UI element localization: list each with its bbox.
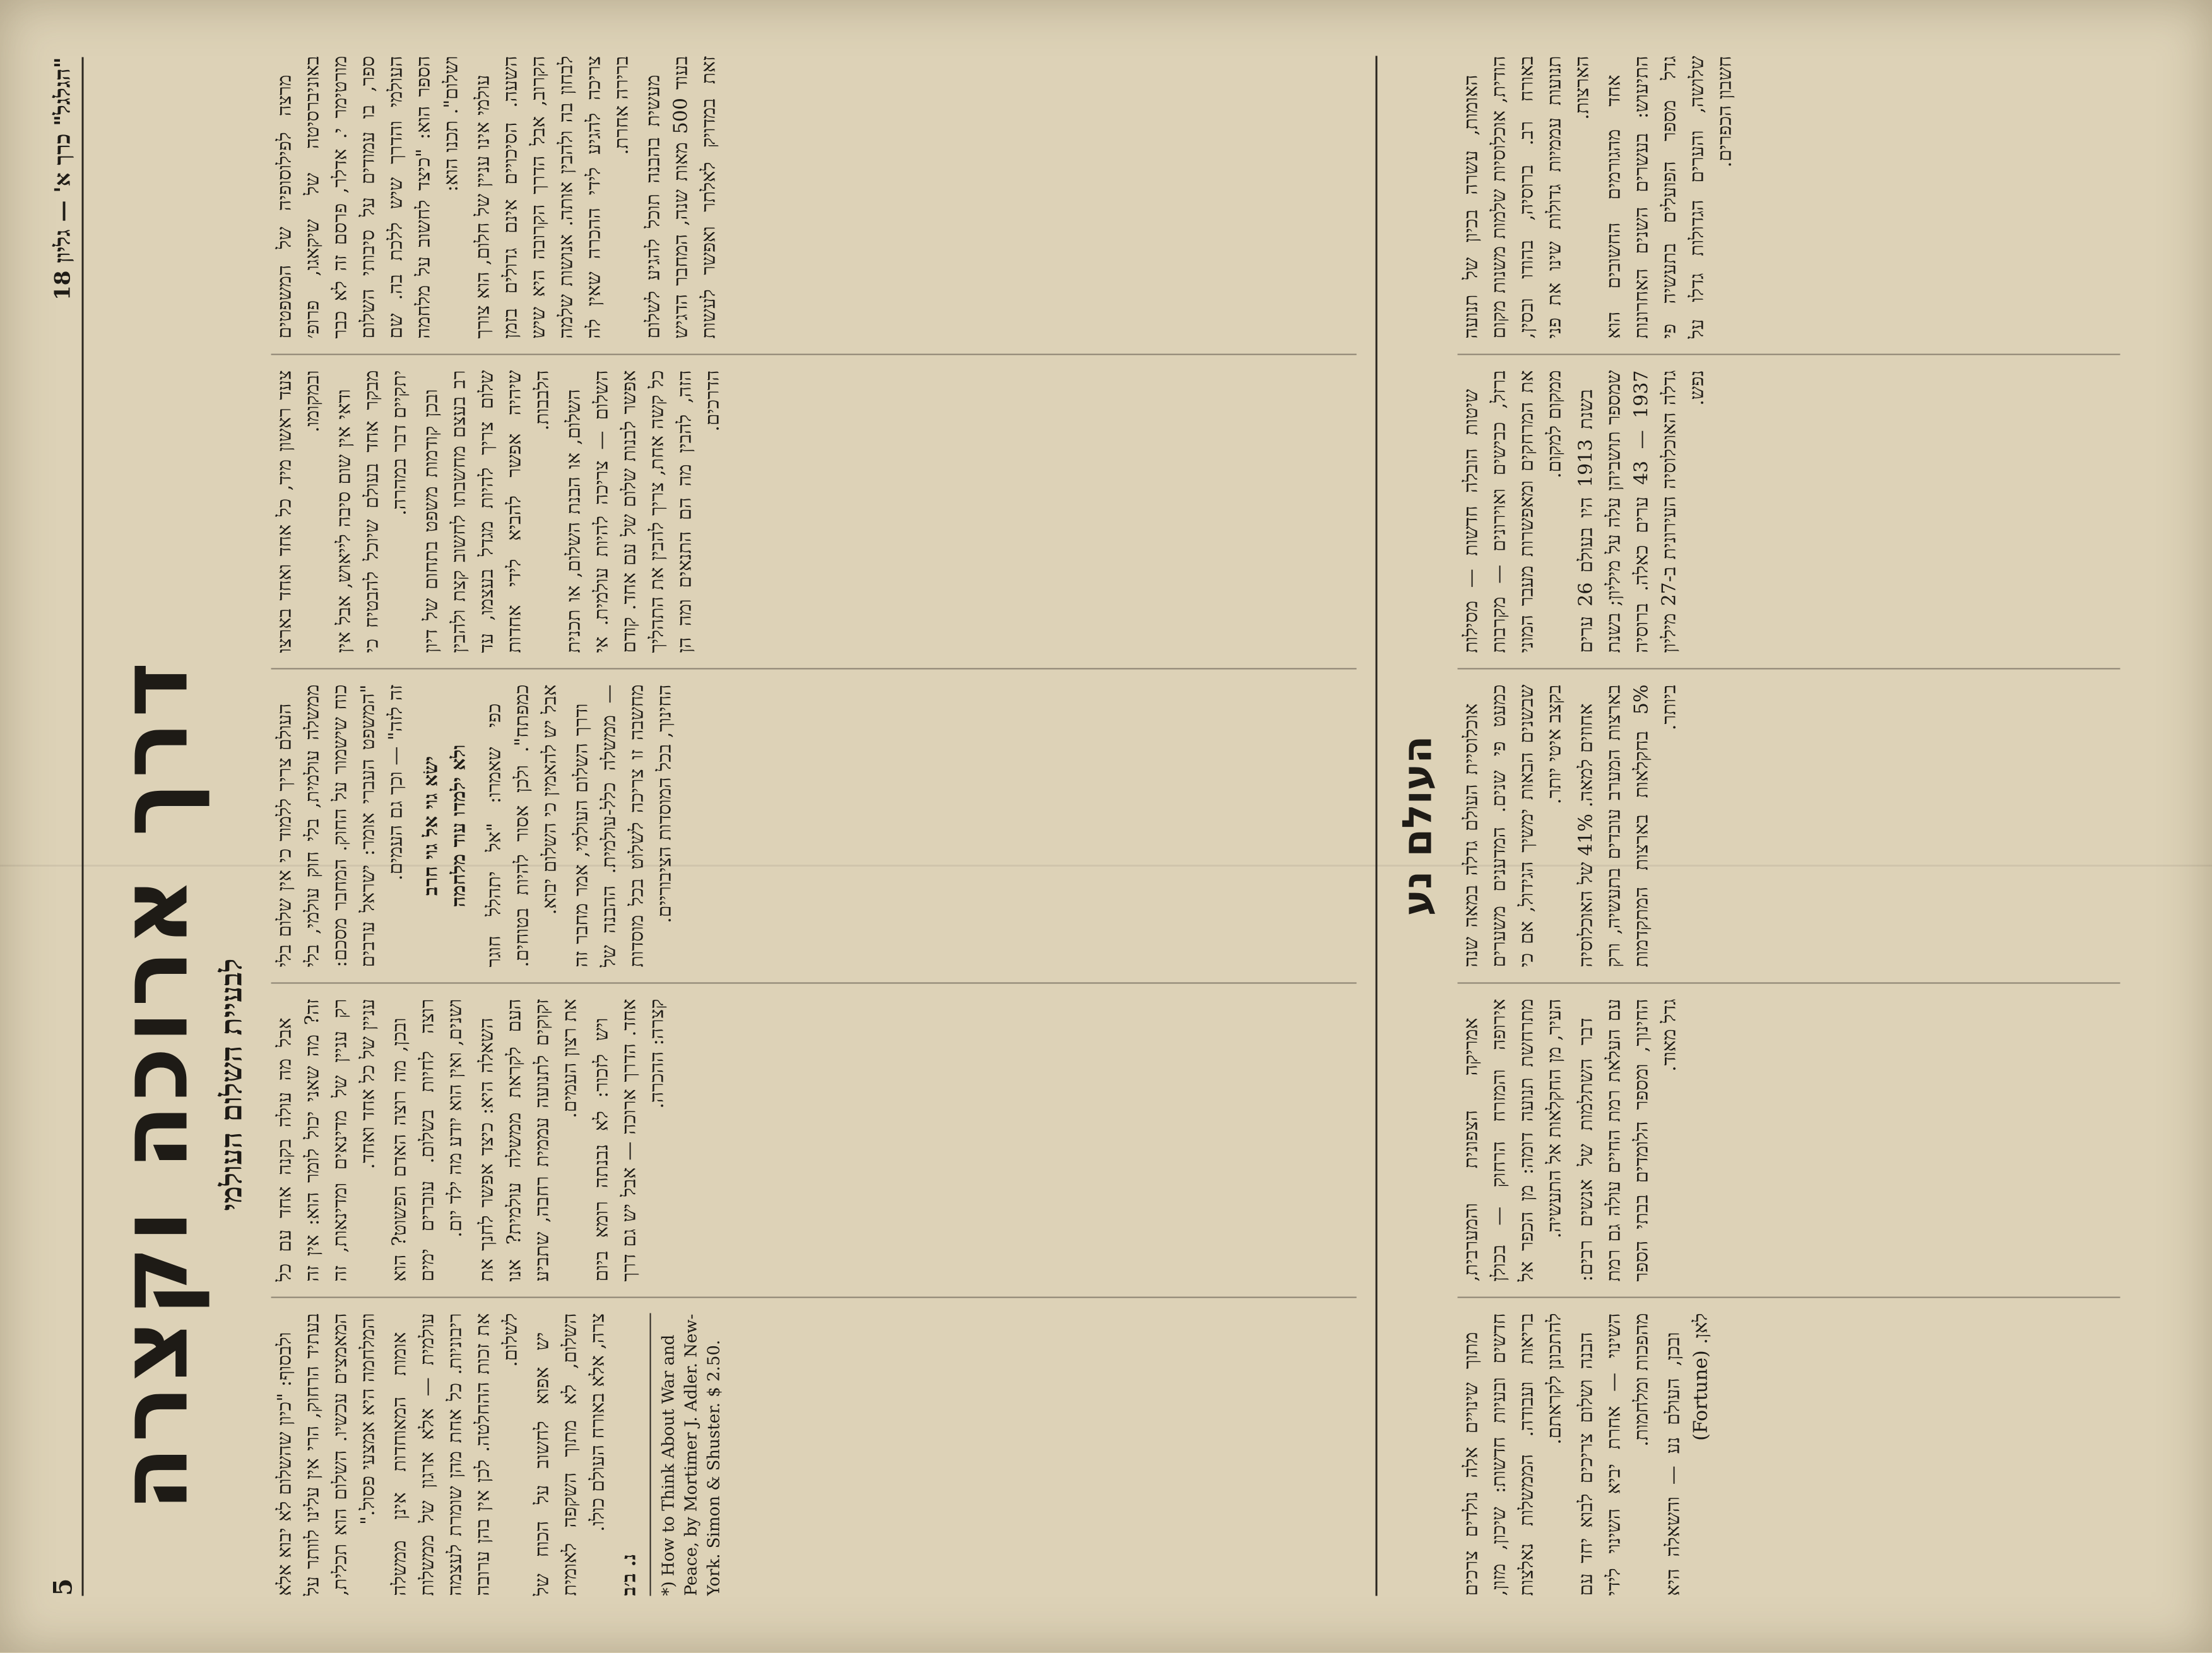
article-paragraph: השאלה היא: כיצד אפשר לחנך את העם לקראת ממשלה עולמית? אנו זקוקים לתנועה עממית רחבה, שתביע את רצון העמים.	[475, 998, 581, 1282]
article-paragraph: ויש לזכור: לא נבנתה רומא ביום אחד. הדרך ארוכה — אבל יש גם דרך קצרה: ההכרה.	[590, 998, 668, 1282]
publication-header: "הגלגל" כרך א' — גליון 18	[50, 57, 76, 300]
section-paragraph: האומות, עשרה בכיון של תנועה הודית, אוכלוסיות שלמות משנות מקום באורח רב. ברוסיה, בהודו ובסין, תנועות עממיות גדולות שינו את פני הארצות.	[1460, 56, 1594, 339]
section-paragraph: ובכן, העולם נע — והשאלה היא לאן. (Fortune)	[1662, 1313, 1712, 1596]
section-paragraph: אחוזים למאה. 41% של האוכלוסיה בארצות המערב עובדים בתעשיה, ורק 5% בחקלאות בארצות המתקדמות ביותר.	[1575, 684, 1681, 968]
article-paragraph: השלום, או הבנת השלום, או תכנית השלום — צריכה להיות עולמית. אי אפשר לבנות שלום של עם אחד. קודם כל קשה אחת, צריך להבין את התהליך הזה, להבין מה הם התנאים ומה הן הדרכים.	[562, 370, 724, 653]
article-paragraph: אומות המאוחדות אינן ממשלה עולמית — אלא ארגון של ממשלות ריבוניות. כל אחת מהן שומרת לעצמה את זכות ההחלטה. לכן אין בהן ערובה לשלום.	[388, 1313, 522, 1596]
section-paragraph: הבנה ושלום צריכים לבוא יחד עם השינוי — אחרת יביא השינוי לידי מהפכות ומלחמות.	[1575, 1313, 1653, 1596]
author-credit: נ. ב׳ב	[618, 1554, 641, 1596]
article-paragraph: אבל מה עולה בקנה אחד עם כל זה? מה שאני יכול לומר הוא: אין זה רק עניין של מדינאים ומדינאות, זה עניין של כל אחד ואחד.	[273, 998, 379, 1282]
footnote: *) How to Think About War and Peace, by Mortimer J. Adler. New-York. Simon & Shuster. $ 2.50.	[650, 1313, 726, 1596]
section-body	[1458, 56, 2120, 1596]
article-subheadline: לבעיית השלום העולמי	[214, 958, 249, 1211]
section-headline: העולם נע	[1394, 735, 1441, 916]
verse-line: ישׂא גוי אל גוי חרב	[420, 755, 442, 896]
article-paragraph: ודרך השלום העולמי, אמר מחבר זה — ממשלה כלל-עולמית. ההבנה של מחשבה זו צריכה לשלוט בכל מוסדות החינוך, בכל המוסדות הציבוריים.	[570, 684, 676, 968]
section-paragraph: שיטות הובלה חדשות — מסילות ברזל, כבישים ואוירונים — מקרבות את המרחקים ומאפשרות מעבר המוני ממקום למקום.	[1460, 370, 1566, 653]
verse-line: ולא ילמדו עוד מלחמה	[447, 744, 470, 908]
article-paragraph: העולם צריך ללמוד כי אין שלום בלי ממשלה עולמית, בלי חוק עולמי, בלי כוח שישמור על החוק. המחבר מסכם: "המשפט העברי אומר: ישראל ערבים זה לזה" — וכך גם העמים.	[273, 684, 407, 968]
article-headline: דרך ארוכה וקצרה	[99, 658, 210, 1512]
article-paragraph: יש אפוא לחשוב על הכוח של השלום, לא מתוך השקפה לאומית צרה, אלא באורח העולם כולו.	[531, 1313, 609, 1596]
article-paragraph: עולמי אינו עניין של חלום, הוא צורך השעה. הסיכויים אינם גדולים בזמן הקרוב, אבל הדרך הקרובה היא שיש לבחון בה ולהבין אותה. אנושות שלמה צריכה להגיע לידי ההכרה שאין לה ברירה אחרת.	[471, 56, 633, 339]
section-paragraph: אחד מהגורמים החשובים הוא התיעוש: בעשרים השנים האחרונות גדל מספר הפועלים בתעשיה פי שלושה, והערים הגדולות גדלו על חשבון הכפרים.	[1602, 56, 1736, 339]
section-paragraph: מתוך שינויים אלה נולדים צרכים חדשים ובעיות חדשות: שיכון, מזון, בריאות ועבודה. הממשלות נאלצות להתכונן לקראתם.	[1460, 1313, 1566, 1596]
section-paragraph: אמריקה הצפונית והמערבית, אירופה והמזרח הרחוק — בכולן מתרחשת תנועה דומה: מן הכפר אל העיר, מן החקלאות אל התעשיה.	[1460, 998, 1566, 1282]
article-paragraph: כפי שאמרו: "אל יתהלל חוגר כמפתח". ולכן אסור להיות בטוחים. אבל יש להאמין כי השלום יבוא.	[483, 684, 561, 968]
article-paragraph: ודאי אין שום סיבה לייאוש, אבל אין מבקר אחד בעולם שיוכל להבטיח כי יתקיים דבר במהרה.	[333, 370, 411, 653]
section-paragraph: בשנת 1913 היו בעולם 26 ערים שמספר תושביהן עלה על מיליון; בשנת 1937 — 43 ערים כאלה. ברוסיה גדלה האוכלוסיה העירונית ב-27 מיליון נפש.	[1575, 370, 1708, 653]
article-paragraph: ובכן, מה רוצה האדם הפשוט? הוא רוצה לחיות בשלום. עוברים ימים ושנים, ואין הוא יודע מה ילד יום.	[388, 998, 466, 1282]
quoted-verse	[418, 685, 473, 968]
article-paragraph: ובכן קודמות משפט בתחום של דיון רב בעצם מחשבתו לחשוב קצת ולהבין שלום צריך להיות מגדל בעצמו, עד שיהיה אפשר להביא לידי אחדות הלבבות.	[420, 370, 553, 653]
section-paragraph: דבר השתלמות של אנשים רבים: עם העלאת רמת החיים עולה גם רמת החינוך, ומספר הלומדים בבתי הספר גדל מאוד.	[1575, 998, 1681, 1282]
page-number: 5	[48, 1578, 78, 1596]
article-paragraph: ולבסוף: "כיון שהשלום לא יבוא אלא בעתיד הרחוק, הרי אין עלינו לוותר על המאמצים עכשיו. השלום הוא תכלית, והמלחמה היא אמצעי פסול."	[273, 1313, 379, 1596]
running-header	[44, 57, 84, 1596]
article-body	[271, 56, 1357, 1596]
section-divider	[1376, 56, 1378, 1596]
section-paragraph: אוכלוסיית העולם גדלה במאה שנה כמעט פי שנים. המדענים משערים שבשנים הבאות ימשיך הגידול, אם כי בקצב איטי יותר.	[1460, 684, 1566, 968]
article-paragraph: מרצה לפילוסופיה של המשפטים באוניברסיטה של שיקאגו, פרופ׳ מורטימר י. אדלר, פרסם זה לא כבר ספר, בו עמודים על סיבותי השלום העולמי והדרך שיש ללכת בה. שם הספר הוא: "כיצד לחשוב על מלחמה ושלום". תכנו הוא:	[273, 56, 463, 339]
newspaper-sheet	[0, 1, 2212, 1653]
article-paragraph: מעשית בהבנה תוכל להגיע לשלום בעוד 500 מאות שנה, המחבר הדגיש זאת במדויק לאלתר ואפשר לעשות צעד ראשון מיד, כל אחד ואחד בארצו ובמקומו.	[273, 56, 720, 653]
